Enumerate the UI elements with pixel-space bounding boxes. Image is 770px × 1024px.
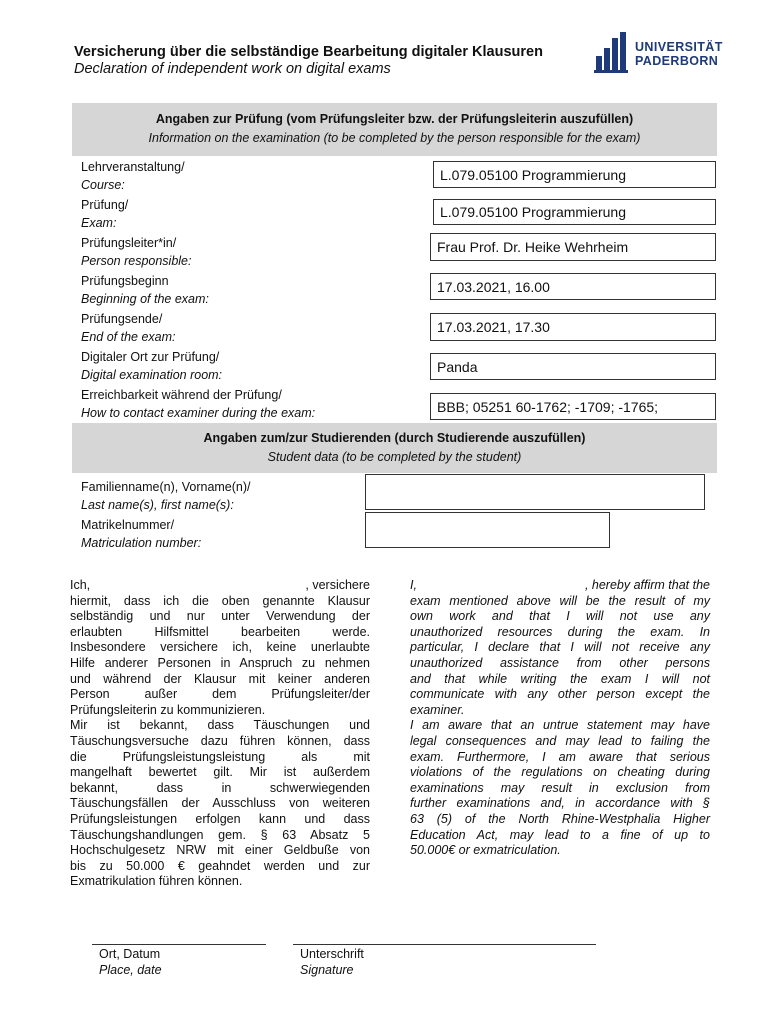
decl-de-line: bekannt, dass in schwerwiegenden [70,780,370,795]
student-section-header [72,423,717,473]
label-end-de: Prüfungsende/ [81,312,163,326]
place-date-de: Ort, Datum [99,947,161,961]
decl-en-line: and that while writing the exam I will not [410,671,710,686]
decl-en-line: communicate with any other person except the [410,687,710,702]
label-room-en: Digital examination room: [81,368,223,382]
label-contact-de: Erreichbarkeit während der Prüfung/ [81,388,282,402]
decl-en-line: examiner. [410,702,465,717]
matriculation-number-field[interactable] [365,512,610,548]
decl-de-line: Prüfungsleiterin zu kommunizieren. [70,702,266,717]
decl-en-line: unauthorized assistance from other persons [410,655,710,670]
logo-line-1: UNIVERSITÄT [635,40,723,54]
document-title: Versicherung über die selbständige Bearbeitung digitaler Klausuren [74,44,543,60]
decl-en-line: 50.000€ or exmatriculation. [410,843,561,858]
decl-en-line: unauthorized resources during the exam. In [410,624,710,639]
decl-en-line: Education Act, may lead to a fine of up to [410,827,710,842]
label-exam [81,196,128,232]
label-matriculation-en: Matriculation number: [81,536,202,550]
decl-de-line: Täuschungshandlungen gem. § 63 Absatz 5 [70,827,370,842]
label-matriculation-de: Matrikelnummer/ [81,518,175,532]
label-course-en: Course: [81,178,125,192]
exam-field[interactable]: L.079.05100 Programmierung [433,199,716,225]
label-beginning-en: Beginning of the exam: [81,292,209,306]
student-section-heading-de: Angaben zum/zur Studierenden (durch Studierende auszufüllen) [203,431,586,445]
label-course-de: Lehrveranstaltung/ [81,160,185,174]
signature-de: Unterschrift [300,947,364,961]
decl-de-line: Täuschungsfällen der Ausschluss von weiteren [70,796,370,811]
label-room [81,348,222,384]
label-contact-en: How to contact examiner during the exam: [81,406,316,420]
decl-de-line: hiermit, dass ich die oben genannte Klausur [70,593,370,608]
university-logo [594,30,734,78]
declaration-german [70,578,370,890]
decl-de-line: Person außer dem Prüfungsleiter/der [70,687,370,702]
exam-end-field[interactable]: 17.03.2021, 17.30 [430,313,716,341]
place-date-line[interactable] [92,944,266,945]
decl-de-line: erlaubten Hilfsmittel bearbeiten werde. [70,624,370,639]
label-person-responsible [81,234,191,270]
signature-line[interactable] [293,944,596,945]
label-end [81,310,176,346]
exam-room-field[interactable]: Panda [430,353,716,380]
course-field[interactable]: L.079.05100 Programmierung [433,161,716,188]
decl-de-line: selbständig und nur unter Verwendung der [70,609,370,624]
decl-en-line: exam. Furthermore, I am aware that serious [410,749,710,764]
exam-section-heading-en: Information on the examination (to be completed by the person responsible for the exam) [148,131,641,145]
decl-de-line: bis zu 50.000 € geahndet werden und zur [70,858,370,873]
label-contact [81,386,315,422]
decl-en-line: particular, I declare that I will not receive any [410,640,710,655]
decl-de-line: und während der Klausur mit keiner anderen [70,671,370,686]
university-logo-icon [594,30,630,74]
place-date-label [99,946,162,978]
exam-begin-field[interactable]: 17.03.2021, 16.00 [430,273,716,300]
decl-de-line: Insbesondere versichere ich, keine unerlaubte [70,640,370,655]
contact-field[interactable]: BBB; 05251 60-1762; -1709; -1765; [430,393,716,420]
label-name-de: Familienname(n), Vorname(n)/ [81,480,251,494]
logo-text [635,40,723,68]
declaration-english [410,578,710,859]
person-responsible-field[interactable]: Frau Prof. Dr. Heike Wehrheim [430,233,716,261]
decl-de-line: Täuschungsversuche dazu führen können, dass [70,733,370,748]
decl-de-line: Exmatrikulation führen können. [70,874,243,889]
decl-de-line: mangelhaft bewertet gilt. Mir ist außerdem [70,765,370,780]
decl-en-line: violations of the regulations on cheating during [410,765,710,780]
label-room-de: Digitaler Ort zur Prüfung/ [81,350,220,364]
label-end-en: End of the exam: [81,330,176,344]
decl-en-line: I, , hereby affirm that the [410,578,710,592]
decl-de-line: Ich, , versichere [70,578,370,592]
label-course [81,158,185,194]
signature-label [300,946,364,978]
label-beginning [81,272,209,308]
decl-en-line: examinations may result in exclusion from [410,780,710,795]
decl-en-line: I am aware that an untrue statement may have [410,718,710,733]
decl-de-line: Hochschulgesetz NRW mit einer Geldbuße von [70,843,370,858]
decl-en-line: further examinations and, in accordance with § [410,796,710,811]
label-beginning-de: Prüfungsbeginn [81,274,169,288]
decl-en-line: own work and that I will not use any [410,609,710,624]
decl-en-line: 63 (5) of the North Rhine-Westphalia Higher [410,811,710,826]
label-exam-en: Exam: [81,216,117,230]
decl-de-line: Hilfe anderer Personen in Anspruch zu nehmen [70,655,370,670]
student-section-heading-en: Student data (to be completed by the student) [267,450,522,464]
exam-section-heading-de: Angaben zur Prüfung (vom Prüfungsleiter bzw. der Prüfungsleiterin auszufüllen) [155,112,634,126]
label-exam-de: Prüfung/ [81,198,129,212]
logo-line-2: PADERBORN [635,54,719,68]
student-name-field[interactable] [365,474,705,510]
label-person-responsible-en: Person responsible: [81,254,192,268]
label-name [81,478,251,514]
document-subtitle: Declaration of independent work on digital exams [74,61,391,77]
place-date-en: Place, date [99,963,162,977]
exam-section-header [72,103,717,156]
signature-en: Signature [300,963,354,977]
label-matriculation [81,516,201,552]
label-person-responsible-de: Prüfungsleiter*in/ [81,236,177,250]
label-name-en: Last name(s), first name(s): [81,498,234,512]
decl-en-line: exam mentioned above will be the result of my [410,593,710,608]
decl-de-line: Prüfungsleistungen erfolgen kann und dass [70,811,370,826]
decl-en-line: legal consequences and may lead to failing the [410,733,710,748]
decl-de-line: die Prüfungsleistungsleistung als mit [70,749,370,764]
decl-de-line: Mir ist bekannt, dass Täuschungen und [70,718,370,733]
